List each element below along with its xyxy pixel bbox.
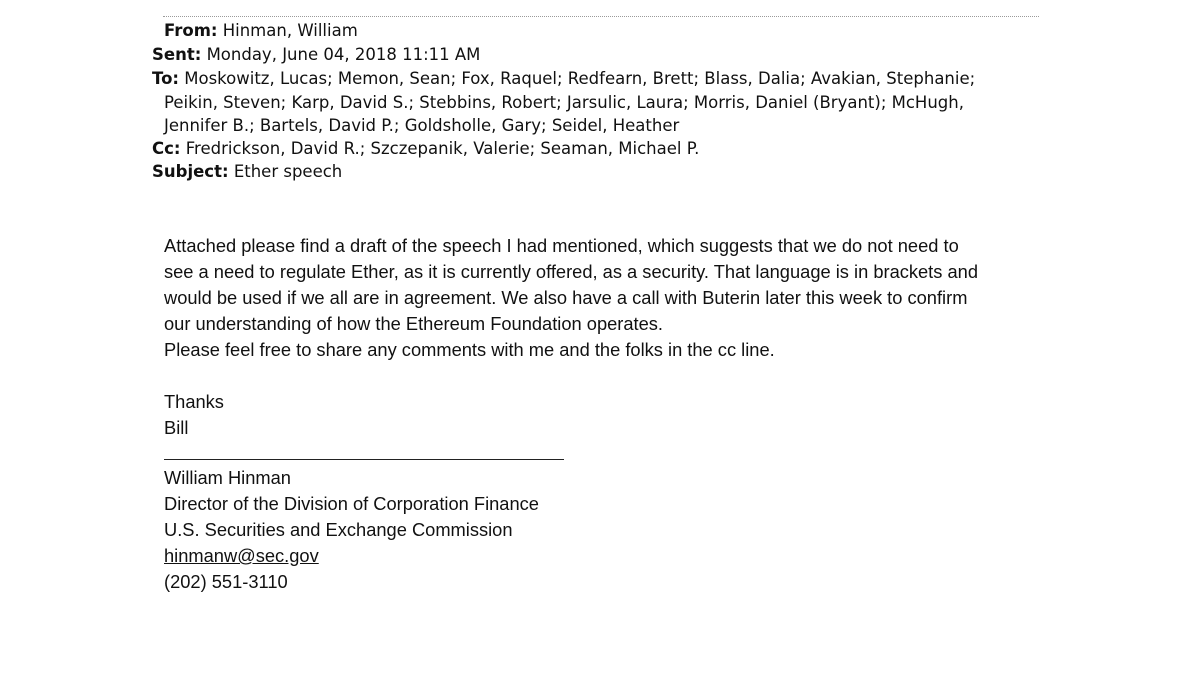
body-line-2: see a need to regulate Ether, as it is currently offered, as a security. That language is in brackets and (164, 261, 978, 282)
to-value-line3: Jennifer B.; Bartels, David P.; Goldsholle, Gary; Seidel, Heather (164, 116, 680, 135)
signature-organization: U.S. Securities and Exchange Commission (164, 519, 513, 540)
cc-row (152, 137, 699, 161)
from-label: From: (164, 21, 218, 40)
thanks-text: Thanks (164, 391, 224, 412)
body-line-5: Please feel free to share any comments with me and the folks in the cc line. (164, 339, 775, 360)
signature-divider (164, 459, 564, 460)
sent-label: Sent: (152, 45, 202, 64)
body-spacer (164, 363, 1064, 389)
sent-value: Monday, June 04, 2018 11:11 AM (206, 45, 481, 64)
signature-title: Director of the Division of Corporation Finance (164, 493, 539, 514)
cc-label: Cc: (152, 139, 181, 158)
email-body (164, 233, 1064, 441)
body-line-3: would be used if we all are in agreement. We also have a call with Buterin later this week to confirm (164, 287, 968, 308)
signoff-name: Bill (164, 417, 189, 438)
signature-email-link[interactable]: hinmanw@sec.gov (164, 545, 319, 566)
to-label: To: (152, 69, 179, 88)
from-value: Hinman, William (222, 21, 358, 40)
body-line-1: Attached please find a draft of the speech I had mentioned, which suggests that we do not need to (164, 235, 959, 256)
to-value-line2: Peikin, Steven; Karp, David S.; Stebbins, Robert; Jarsulic, Laura; Morris, Daniel (Bryant); McHugh, (164, 93, 964, 112)
to-row (152, 67, 975, 91)
signature-block (164, 465, 539, 595)
subject-value: Ether speech (233, 162, 343, 181)
cc-value: Fredrickson, David R.; Szczepanik, Valerie; Seaman, Michael P. (185, 139, 700, 158)
signature-phone: (202) 551-3110 (164, 571, 288, 592)
subject-row (152, 160, 342, 184)
top-dotted-rule (163, 16, 1039, 17)
sent-row (152, 43, 480, 67)
body-line-4: our understanding of how the Ethereum Foundation operates. (164, 313, 664, 334)
from-row (164, 19, 358, 43)
to-value-line1: Moskowitz, Lucas; Memon, Sean; Fox, Raquel; Redfearn, Brett; Blass, Dalia; Avakian, Stephanie; (184, 69, 976, 88)
signature-name: William Hinman (164, 467, 291, 488)
subject-label: Subject: (152, 162, 229, 181)
